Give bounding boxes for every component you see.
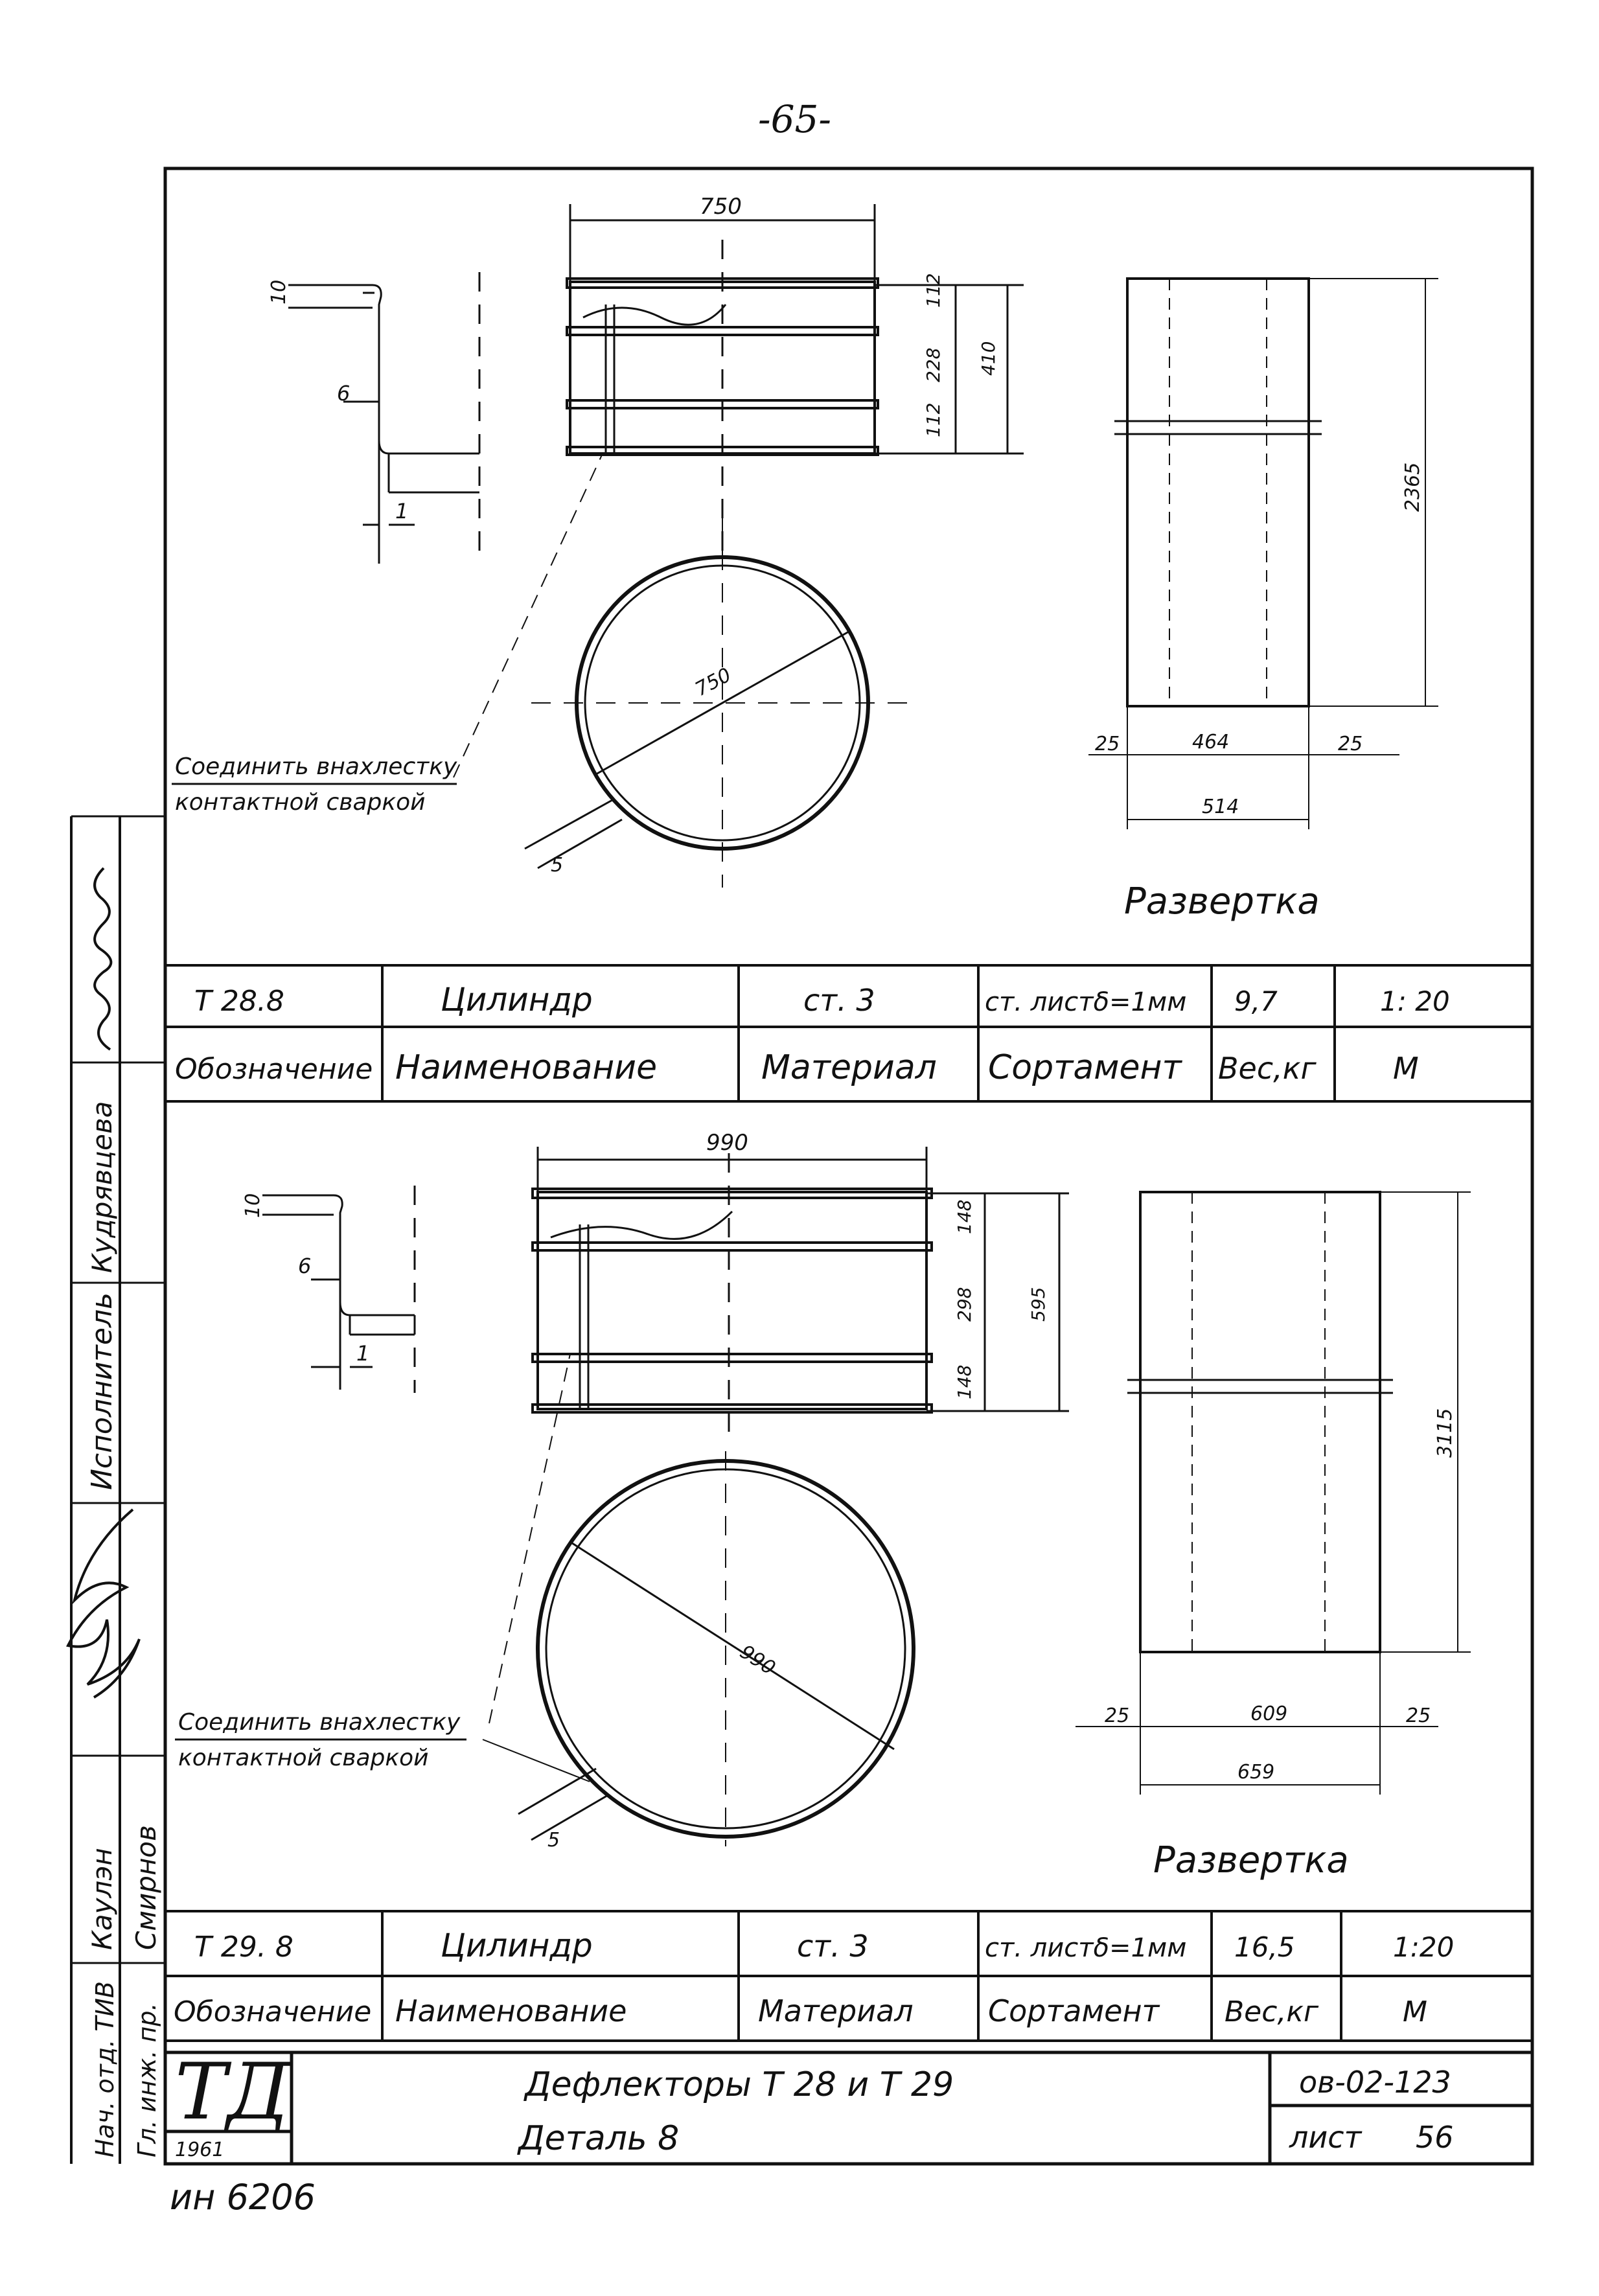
part2-row-scale: 1:20 <box>1393 1931 1455 1963</box>
svg-text:Соединить внахлестку: Соединить внахлестку <box>178 1709 461 1736</box>
part1-profile <box>288 272 479 564</box>
part2-weld-note <box>175 1709 466 1771</box>
side-stamp-smirnov: Смирнов <box>130 1825 162 1950</box>
part1-row-weight: 9,7 <box>1234 985 1278 1017</box>
signature-top <box>95 868 111 1050</box>
svg-text:Соединить внахлестку: Соединить внахлестку <box>175 753 457 780</box>
side-stamp-kaulen: Каулэн <box>86 1848 118 1950</box>
part2-dev-left-dim: 25 <box>1105 1705 1130 1727</box>
part2-section <box>165 1130 1532 2041</box>
part2-header-designation: Обозначение <box>174 1995 372 2028</box>
sheet-label: лист <box>1289 2120 1362 2155</box>
part2-h3-dim: 148 <box>954 1364 975 1399</box>
part1-development-label: Развертка <box>1124 880 1320 923</box>
part2-thick-dim: 1 <box>356 1341 370 1366</box>
part2-development-label: Развертка <box>1153 1839 1349 1881</box>
page-number: -65- <box>758 97 831 141</box>
part2-header-weight: Вес,кг <box>1225 1995 1319 2028</box>
part2-row-designation: Т 29. 8 <box>194 1931 293 1964</box>
part1-row-scale: 1: 20 <box>1380 985 1450 1017</box>
part1-development <box>1088 279 1438 829</box>
part1-row-name: Цилиндр <box>441 981 593 1018</box>
title-year: 1961 <box>175 2139 225 2161</box>
part1-dev-inner-dim: 464 <box>1192 731 1230 753</box>
part2-header-scale: М <box>1403 1995 1427 2028</box>
part1-dev-total-dim: 514 <box>1202 796 1239 818</box>
part1-front-view <box>567 204 1024 557</box>
part2-dev-total-dim: 659 <box>1237 1761 1275 1784</box>
part1-row-designation: Т 28.8 <box>194 985 284 1018</box>
part2-front-view <box>533 1147 1069 1445</box>
part1-htotal-dim: 410 <box>978 341 999 376</box>
part1-diameter-dim: 750 <box>691 663 735 702</box>
side-stamp-head-dept: Нач. отд. ТИВ <box>91 1981 119 2157</box>
part2-bend-dim: 6 <box>298 1254 312 1278</box>
part1-h3-dim: 112 <box>923 402 944 437</box>
part1-bend-dim: 6 <box>337 381 351 406</box>
part2-row-assortment: ст. листδ=1мм <box>985 1933 1187 1963</box>
part1-dev-height-dim: 2365 <box>1401 462 1424 512</box>
part1-h1-dim: 112 <box>923 273 944 308</box>
part2-dev-inner-dim: 609 <box>1250 1703 1288 1725</box>
part2-header-assortment: Сортамент <box>988 1993 1160 2028</box>
part1-width-dim: 750 <box>700 194 742 220</box>
part2-header-material: Материал <box>758 1993 914 2028</box>
part1-h2-dim: 228 <box>923 347 944 382</box>
part1-header-scale: М <box>1393 1051 1419 1086</box>
drawing-subtitle: Деталь 8 <box>518 2119 680 2158</box>
part2-width-dim: 990 <box>706 1130 748 1156</box>
part2-htotal-dim: 595 <box>1028 1287 1049 1322</box>
part2-lip-dim: 10 <box>242 1193 264 1218</box>
side-stamp-chief-engineer: Гл. инж. пр. <box>133 2003 161 2157</box>
archive-number: ин 6206 <box>170 2177 316 2218</box>
part1-header-designation: Обозначение <box>175 1053 373 1086</box>
part1-header-name: Наименование <box>395 1048 658 1087</box>
part2-profile <box>262 1186 415 1393</box>
part2-row-name: Цилиндр <box>441 1927 593 1964</box>
part1-weld-note <box>172 753 457 816</box>
signature-middle <box>68 1510 139 1697</box>
part2-overlap-dim: 5 <box>547 1829 560 1852</box>
part1-section <box>165 194 1532 1101</box>
part1-row-material: ст. 3 <box>803 983 875 1018</box>
part1-thick-dim: 1 <box>395 499 409 523</box>
part1-circle-view <box>454 453 914 888</box>
part2-h1-dim: 148 <box>954 1199 975 1234</box>
part1-overlap-dim: 5 <box>551 854 564 877</box>
part2-circle-view <box>483 1354 914 1846</box>
part2-dev-height-dim: 3115 <box>1434 1408 1456 1458</box>
part1-dev-right-dim: 25 <box>1338 733 1363 755</box>
part2-diameter-dim: 990 <box>735 1640 779 1680</box>
document-number: ов-02-123 <box>1299 2065 1451 2100</box>
part2-row-weight: 16,5 <box>1234 1931 1295 1963</box>
side-stamp-kudryavtseva: Кудрявцева <box>86 1101 118 1273</box>
part2-dev-right-dim: 25 <box>1406 1705 1431 1727</box>
svg-text:контактной сваркой: контактной сваркой <box>178 1745 429 1771</box>
part2-header-name: Наименование <box>395 1993 627 2028</box>
svg-text:ТД: ТД <box>175 2047 290 2137</box>
svg-text:контактной сваркой: контактной сваркой <box>175 789 426 816</box>
part2-h2-dim: 298 <box>954 1287 975 1322</box>
part1-header-assortment: Сортамент <box>988 1048 1182 1087</box>
logo <box>175 2047 292 2137</box>
part1-row-assortment: ст. листδ=1мм <box>985 987 1187 1017</box>
part1-dev-left-dim: 25 <box>1095 733 1120 755</box>
part1-lip-dim: 10 <box>268 279 290 304</box>
sheet-number: 56 <box>1416 2120 1454 2155</box>
part2-row-material: ст. 3 <box>797 1929 869 1964</box>
drawing-title: Дефлекторы Т 28 и Т 29 <box>525 2065 954 2104</box>
part1-header-weight: Вес,кг <box>1218 1051 1317 1086</box>
part1-header-material: Материал <box>761 1048 937 1087</box>
side-stamp-executor: Исполнитель <box>86 1292 119 1490</box>
